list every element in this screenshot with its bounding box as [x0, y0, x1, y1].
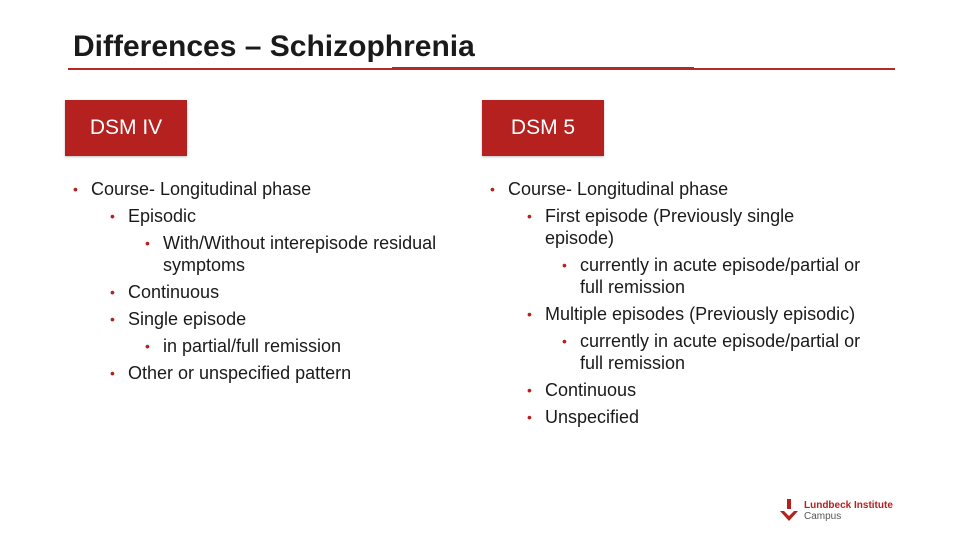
- bullet-icon: •: [527, 208, 532, 224]
- slide-title: Differences – Schizophrenia: [73, 30, 475, 63]
- bullet-icon: •: [562, 257, 567, 273]
- bullet-icon: •: [490, 181, 495, 197]
- list-item: • currently in acute episode/partial or full remission: [562, 255, 861, 297]
- list-item: • in partial/full remission: [145, 336, 342, 356]
- dsm-5-header: DSM 5: [482, 100, 604, 156]
- logo-name: Lundbeck Institute: [804, 500, 893, 511]
- list-item: • Multiple episodes (Previously episodic): [527, 304, 856, 324]
- bullet-icon: •: [110, 365, 115, 381]
- list-item: • Continuous: [110, 282, 220, 302]
- dsm-iv-header: DSM IV: [65, 100, 187, 156]
- bullet-icon: •: [527, 409, 532, 425]
- list-item: • Course- Longitudinal phase: [490, 179, 729, 199]
- list-item: • Unspecified: [527, 407, 640, 427]
- title-underline: [68, 68, 895, 70]
- bullet-icon: •: [110, 208, 115, 224]
- bullet-icon: •: [110, 311, 115, 327]
- list-item: • Single episode: [110, 309, 247, 329]
- list-item: • First episode (Previously single episode): [527, 206, 795, 248]
- list-item: • With/Without interepisode residual symptoms: [145, 233, 437, 275]
- title-underline-accent: [392, 67, 694, 68]
- bullet-icon: •: [527, 306, 532, 322]
- lundbeck-mark-icon: [780, 499, 798, 521]
- bullet-icon: •: [527, 382, 532, 398]
- list-item: • Other or unspecified pattern: [110, 363, 352, 383]
- bullet-icon: •: [145, 338, 150, 354]
- list-item: • Continuous: [527, 380, 637, 400]
- bullet-icon: •: [110, 284, 115, 300]
- dsm-iv-list: [73, 178, 471, 384]
- bullet-icon: •: [145, 235, 150, 251]
- bullet-icon: •: [562, 333, 567, 349]
- bullet-icon: •: [73, 181, 78, 197]
- list-item: • Course- Longitudinal phase: [73, 179, 312, 199]
- dsm-5-list: [490, 178, 898, 428]
- list-item: • Episodic: [110, 206, 197, 226]
- list-item: • currently in acute episode/partial or full remission: [562, 331, 861, 373]
- logo-subname: Campus: [804, 511, 842, 522]
- lundbeck-logo: [780, 499, 900, 523]
